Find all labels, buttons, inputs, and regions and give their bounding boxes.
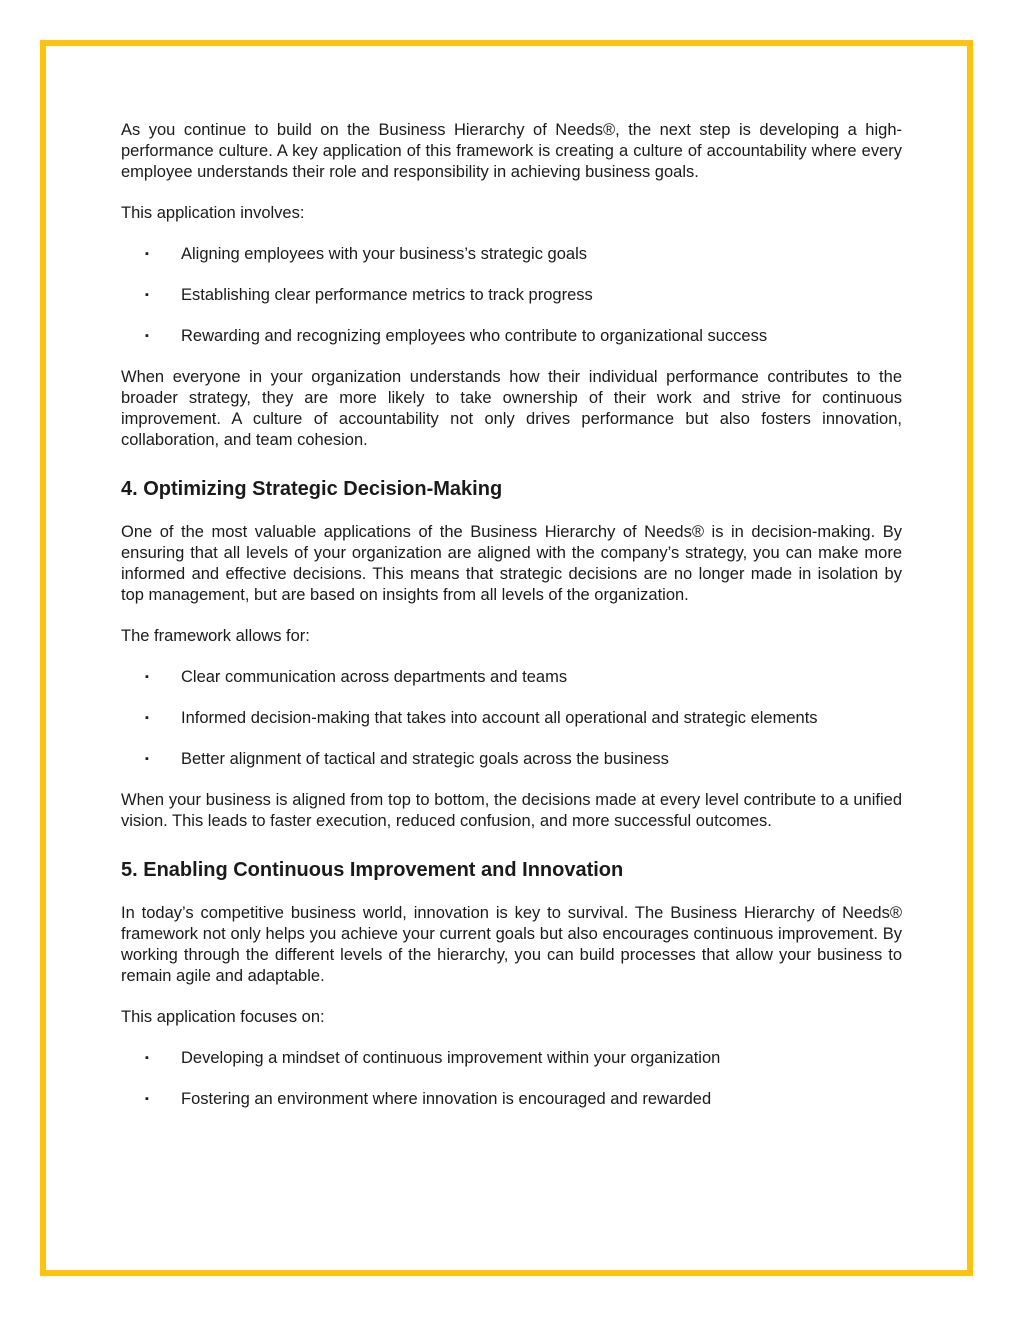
bullet-icon: ▪ <box>145 671 149 683</box>
bullet-icon: ▪ <box>145 289 149 301</box>
bullet-icon: ▪ <box>145 330 149 342</box>
list-item: ▪ Establishing clear performance metrics to track progress <box>145 286 593 304</box>
list-item: ▪ Rewarding and recognizing employees who contribute to organizational success <box>145 327 768 345</box>
section5-intro: In today’s competitive business world, innovation is key to survival. The Business Hierarchy of Needs® framework not only helps you achieve your current goals but also encourages continuous improvement. By working through the different levels of the hierarchy, you can build processes that allow your business to remain agile and adaptable. <box>121 904 902 985</box>
section4-bullet-list <box>121 667 902 770</box>
section5-heading: 5. Enabling Continuous Improvement and Innovation <box>121 859 624 881</box>
section4-closing: When your business is aligned from top to bottom, the decisions made at every level contribute to a unified vision. This leads to faster execution, reduced confusion, and more successful outcomes. <box>121 791 902 830</box>
list-item: ▪ Developing a mindset of continuous improvement within your organization <box>145 1049 721 1067</box>
section3-closing: When everyone in your organization understands how their individual performance contributes to the broader strategy, they are more likely to take ownership of their work and strive for continuous improvement. A culture of accountability not only drives performance but also fosters innovation, collaboration, and team cohesion. <box>121 368 902 449</box>
bullet-icon: ▪ <box>145 1093 149 1105</box>
list-item: ▪ Better alignment of tactical and strategic goals across the business <box>145 750 669 768</box>
bullet-icon: ▪ <box>145 753 149 765</box>
bullet-icon: ▪ <box>145 712 149 724</box>
section3-bullet-list <box>121 244 902 347</box>
list-item: ▪ Fostering an environment where innovation is encouraged and rewarded <box>145 1090 712 1108</box>
document-body <box>121 120 902 1130</box>
section3-lead: This application involves: <box>121 204 305 222</box>
section4-heading: 4. Optimizing Strategic Decision-Making <box>121 478 503 500</box>
bullet-icon: ▪ <box>145 248 149 260</box>
list-item: ▪ Aligning employees with your business’s strategic goals <box>145 245 587 263</box>
list-item: ▪ Informed decision-making that takes into account all operational and strategic elements <box>145 709 818 727</box>
section4-intro: One of the most valuable applications of the Business Hierarchy of Needs® is in decision-making. By ensuring that all levels of your organization are aligned with the company’s strategy, you can make more informed and effective decisions. This means that strategic decisions are no longer made in isolation by top management, but are based on insights from all levels of the organization. <box>121 523 902 604</box>
section3-intro: As you continue to build on the Business Hierarchy of Needs®, the next step is developing a high-performance culture. A key application of this framework is creating a culture of accountability where every employee understands their role and responsibility in achieving business goals. <box>121 121 902 181</box>
bullet-icon: ▪ <box>145 1052 149 1064</box>
section5-bullet-list <box>121 1048 902 1110</box>
section5-lead: This application focuses on: <box>121 1008 325 1026</box>
section4-lead: The framework allows for: <box>121 627 310 645</box>
list-item: ▪ Clear communication across departments and teams <box>145 668 568 686</box>
